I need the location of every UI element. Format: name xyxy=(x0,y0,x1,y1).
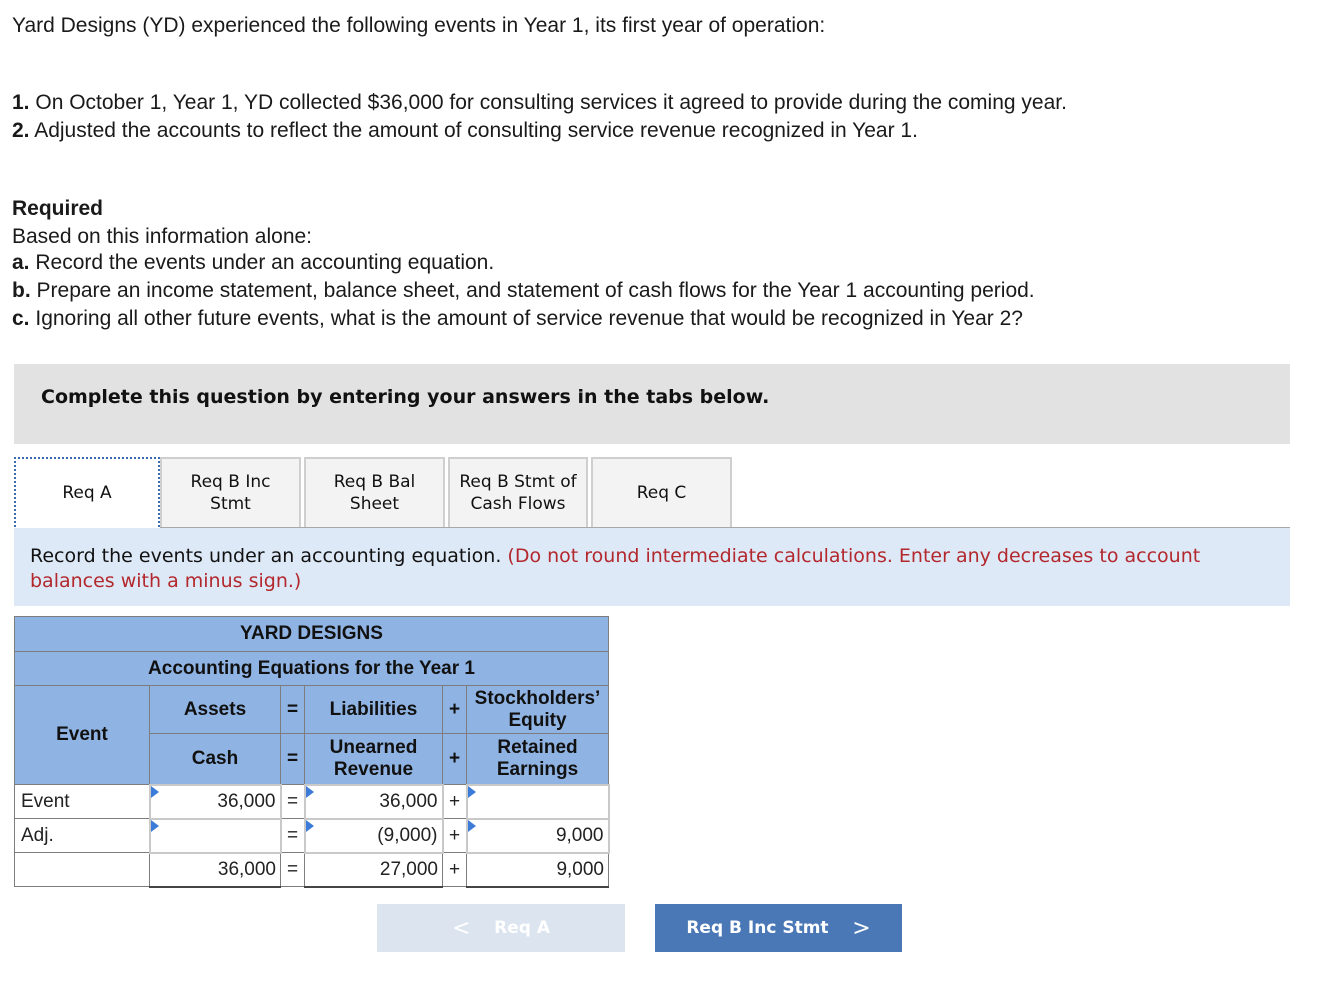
tab-req-b-inc-stmt[interactable] xyxy=(160,457,301,527)
tab-req-c[interactable] xyxy=(591,457,732,527)
event-column-header: Event xyxy=(15,686,150,785)
retained-earnings-total: 9,000 xyxy=(467,853,609,887)
instruction-banner xyxy=(14,364,1290,444)
plus-sign: + xyxy=(443,853,467,887)
cash-total: 36,000 xyxy=(150,853,281,887)
retained-earnings-input[interactable]: 9,000 xyxy=(467,819,609,853)
required-item-a-letter: a. xyxy=(12,251,30,274)
banner-text: Complete this question by entering your answers in the tabs below. xyxy=(41,386,770,408)
plus-subheader: + xyxy=(443,734,467,785)
required-item-a xyxy=(12,251,494,275)
stockholders-equity-header xyxy=(467,686,609,734)
tab-req-a[interactable] xyxy=(14,457,160,527)
plus-sign: + xyxy=(443,819,467,853)
event-1-number: 1. xyxy=(12,91,30,114)
retained-header-line1: Retained xyxy=(497,736,578,758)
event-2-number: 2. xyxy=(12,119,30,142)
retained-earnings-input[interactable] xyxy=(467,785,609,819)
unearned-revenue-input[interactable]: (9,000) xyxy=(305,819,443,853)
tab-req-b-bal-sheet-line2: Sheet xyxy=(349,494,400,514)
prev-button-label: Req A xyxy=(494,918,550,938)
tab-req-b-cash-flows-line1: Req B Stmt of xyxy=(459,472,577,492)
instruction-text: Record the events under an accounting equation. xyxy=(30,545,502,567)
liabilities-header: Liabilities xyxy=(305,686,443,734)
accounting-equation-table xyxy=(14,616,610,888)
unearned-revenue-header xyxy=(305,734,443,785)
unearned-header-line1: Unearned xyxy=(329,736,418,758)
equity-header-line1: Stockholders’ xyxy=(474,687,601,709)
assets-header: Assets xyxy=(150,686,281,734)
cash-header: Cash xyxy=(150,734,281,785)
tab-req-b-bal-sheet[interactable] xyxy=(304,457,445,527)
prev-button[interactable] xyxy=(377,904,625,952)
tab-req-b-bal-sheet-line1: Req B Bal xyxy=(333,472,416,492)
chevron-left-icon: < xyxy=(452,915,471,941)
next-button-label: Req B Inc Stmt xyxy=(686,918,829,938)
equals-header: = xyxy=(281,686,305,734)
equity-header-line2: Equity xyxy=(508,709,567,731)
chevron-right-icon: > xyxy=(852,915,871,941)
tab-req-b-cash-flows-line2: Cash Flows xyxy=(470,494,566,514)
required-heading: Required xyxy=(12,197,104,220)
retained-earnings-header xyxy=(467,734,609,785)
required-subheading: Based on this information alone: xyxy=(12,225,313,248)
row-label: Event xyxy=(15,785,150,819)
plus-sign: + xyxy=(443,785,467,819)
row-label xyxy=(15,853,150,887)
required-item-b-text: Prepare an income statement, balance sheet, and statement of cash flows for the Year 1 accounting period. xyxy=(36,279,1035,302)
instruction-note: (Do not round intermediate calculations. Enter any decreases to account balances with a minus sign.) xyxy=(30,545,1201,592)
unearned-revenue-total: 27,000 xyxy=(305,853,443,887)
required-item-c-text: Ignoring all other future events, what is the amount of service revenue that would be recognized in Year 2? xyxy=(35,307,1023,330)
table-company-title: YARD DESIGNS xyxy=(15,617,609,652)
intro-text: Yard Designs (YD) experienced the following events in Year 1, its first year of operation: xyxy=(12,14,826,37)
event-1 xyxy=(12,91,1067,115)
retained-header-line2: Earnings xyxy=(496,758,579,780)
instruction-box xyxy=(14,528,1290,606)
totals-row xyxy=(15,853,609,887)
instruction-paragraph xyxy=(30,544,1280,594)
tab-req-c-label: Req C xyxy=(636,483,687,503)
unearned-revenue-input[interactable]: 36,000 xyxy=(305,785,443,819)
event-1-text: On October 1, Year 1, YD collected $36,000 for consulting services it agreed to provide during the coming year. xyxy=(35,91,1067,114)
table-row xyxy=(15,819,609,853)
table-subtitle: Accounting Equations for the Year 1 xyxy=(15,652,609,686)
tab-req-a-label: Req A xyxy=(62,483,112,503)
required-item-c-letter: c. xyxy=(12,307,30,330)
required-item-b xyxy=(12,279,1035,303)
next-button[interactable] xyxy=(655,904,902,952)
required-item-b-letter: b. xyxy=(12,279,31,302)
event-2 xyxy=(12,119,918,143)
tab-req-b-inc-stmt-line1: Req B Inc xyxy=(190,472,271,492)
event-2-text: Adjusted the accounts to reflect the amount of consulting service revenue recognized in Year 1. xyxy=(34,119,918,142)
equals-sign: = xyxy=(281,785,305,819)
required-item-a-text: Record the events under an accounting equation. xyxy=(35,251,495,274)
tab-req-b-inc-stmt-line2: Stmt xyxy=(210,494,251,514)
cash-input[interactable]: 36,000 xyxy=(150,785,281,819)
cash-input[interactable] xyxy=(150,819,281,853)
required-item-c xyxy=(12,307,1023,331)
equals-sign: = xyxy=(281,819,305,853)
equals-subheader: = xyxy=(281,734,305,785)
unearned-header-line2: Revenue xyxy=(333,758,414,780)
row-label: Adj. xyxy=(15,819,150,853)
tab-req-b-cash-flows[interactable] xyxy=(448,457,588,527)
plus-header: + xyxy=(443,686,467,734)
equals-sign: = xyxy=(281,853,305,887)
table-row xyxy=(15,785,609,819)
